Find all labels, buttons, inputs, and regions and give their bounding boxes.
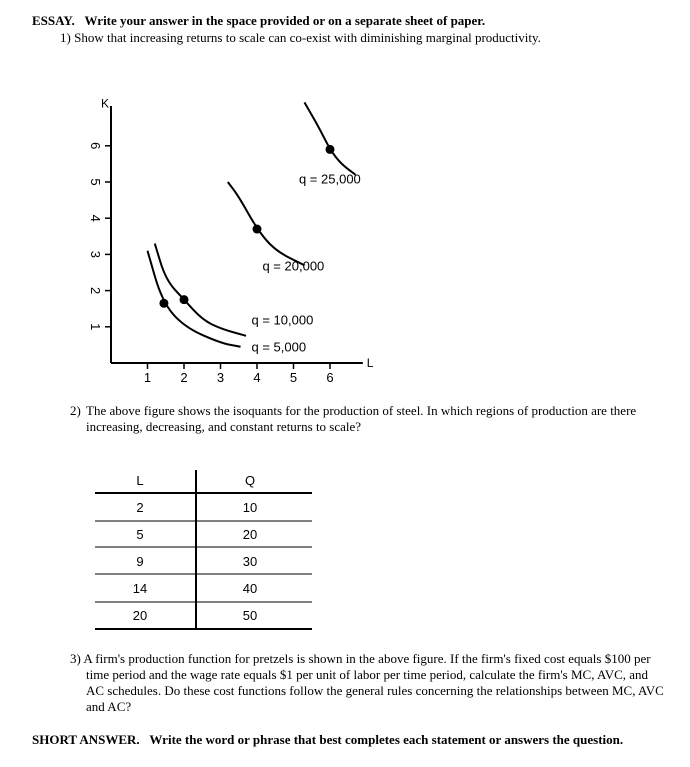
table-cell-l: 5 <box>136 527 144 542</box>
x-tick-label: 3 <box>216 370 225 385</box>
x-axis-label: L <box>366 356 374 370</box>
y-axis-label: K <box>100 96 110 111</box>
x-tick-label: 6 <box>326 370 334 385</box>
table-cell-q: 40 <box>242 581 258 596</box>
question-1-number: 1) <box>60 30 71 45</box>
short-answer-instruction: Write the word or phrase that best completes each statement or answers the question. <box>149 732 624 747</box>
isoquant-point <box>253 225 262 234</box>
question-2-line-2: increasing, decreasing, and constant returns to scale? <box>86 419 362 434</box>
x-tick-label: 2 <box>180 370 188 385</box>
table-cell-q: 30 <box>242 554 258 569</box>
y-tick-label: 4 <box>88 214 103 222</box>
question-2-line-1: The above figure shows the isoquants for the production of steel. In which regions of production are there <box>86 403 637 418</box>
isoquant-label: q = 10,000 <box>251 312 314 328</box>
short-answer-header <box>32 732 623 748</box>
isoquant-point <box>180 295 189 304</box>
y-tick-label: 6 <box>88 142 103 150</box>
question-3-line-2: time period and the wage rate equals $1 per unit of labor per time period, calculate the firm's MC, AVC, and <box>86 667 649 682</box>
essay-instruction: Write your answer in the space provided or on a separate sheet of paper. <box>84 13 486 28</box>
table-cell-l: 20 <box>132 608 148 623</box>
essay-label: ESSAY. <box>32 13 75 28</box>
isoquant-point <box>159 299 168 308</box>
question-2-number: 2) <box>70 403 81 418</box>
isoquant-label: q = 25,000 <box>298 171 361 187</box>
question-3-line-3: AC schedules. Do these cost functions follow the general rules concerning the relationships between MC, AVC <box>86 683 664 698</box>
table-header-l: L <box>136 473 144 488</box>
isoquant-curve <box>155 244 246 336</box>
table-cell-l: 14 <box>132 581 148 596</box>
question-1-text: Show that increasing returns to scale can co-exist with diminishing marginal productivity. <box>74 30 541 45</box>
production-table <box>95 466 312 630</box>
y-tick-label: 1 <box>88 323 103 331</box>
x-tick-label: 5 <box>289 370 298 385</box>
isoquant-curve <box>228 182 305 265</box>
short-answer-label: SHORT ANSWER. <box>32 732 140 747</box>
isoquant-label: q = 5,000 <box>251 339 307 355</box>
question-3-line-1: A firm's production function for pretzels is shown in the above figure. If the firm's fixed cost equals $100 per <box>83 651 651 666</box>
table-header-q: Q <box>244 473 256 488</box>
isoquant-curve <box>304 102 355 174</box>
table-cell-l: 2 <box>136 500 144 515</box>
table-cell-q: 50 <box>242 608 258 623</box>
table-cell-l: 9 <box>136 554 144 569</box>
table-cell-q: 20 <box>242 527 258 542</box>
isoquant-point <box>326 145 335 154</box>
question-2 <box>70 403 670 435</box>
y-tick-label: 5 <box>88 178 103 186</box>
question-3 <box>70 651 680 715</box>
isoquant-label: q = 20,000 <box>262 258 325 274</box>
question-3-number: 3) <box>70 651 81 666</box>
x-tick-label: 4 <box>253 370 261 385</box>
x-tick-label: 1 <box>143 370 152 385</box>
table-lines <box>95 466 312 630</box>
y-tick-label: 2 <box>88 286 103 295</box>
question-3-line-4: and AC? <box>86 699 132 714</box>
table-cell-q: 10 <box>242 500 258 515</box>
y-tick-label: 3 <box>88 250 103 259</box>
